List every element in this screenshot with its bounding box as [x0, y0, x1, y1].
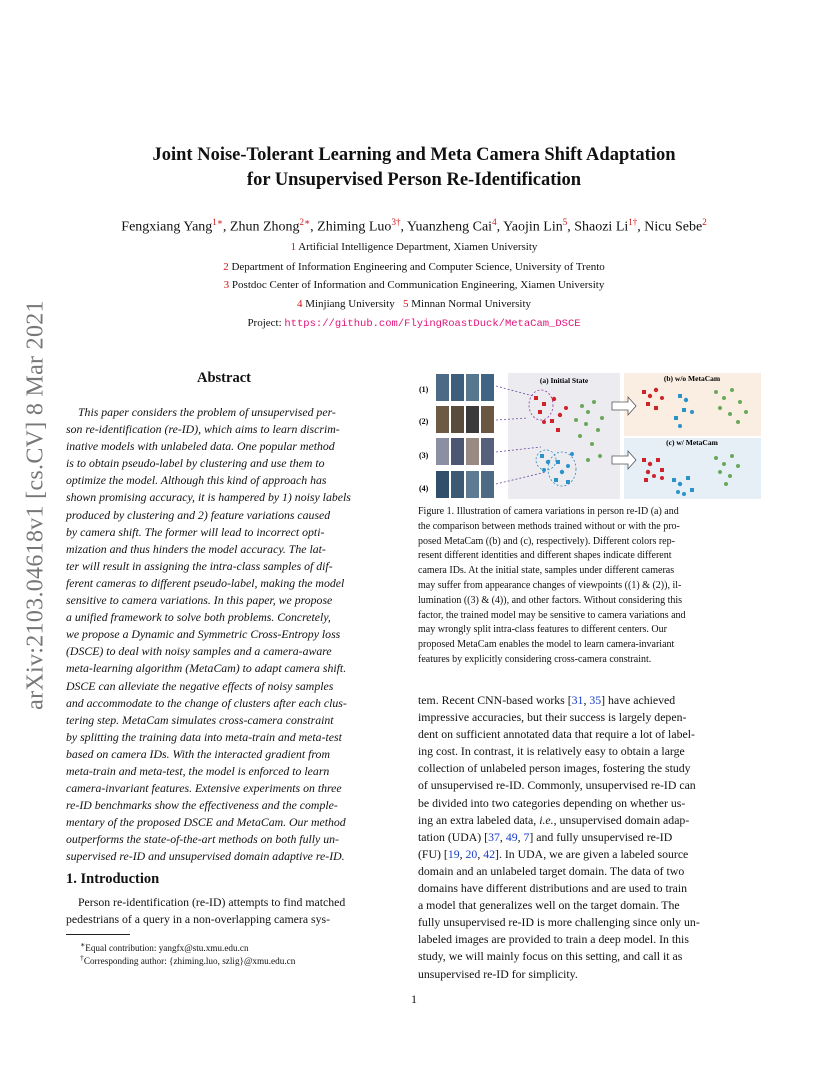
- body-line: tation (UDA) [37, 49, 7] and fully unsupervised re-ID: [418, 829, 673, 844]
- figure-1: [416, 372, 762, 500]
- abstract-line: by splitting the training data into meta-train and meta-test: [66, 729, 342, 744]
- affiliation-2: [0, 261, 828, 273]
- affiliation-number: 3: [223, 279, 230, 291]
- intro-line-2: pedestrians of a query in a non-overlapping camera sys-: [66, 912, 331, 926]
- abstract-line: camera-invariant features. Extensive experiments on three: [66, 781, 342, 796]
- author-sup: 2: [702, 217, 707, 227]
- abstract-line: This paper considers the problem of unsupervised per-: [78, 405, 336, 419]
- panel-c-label: (c) w/ MetaCam: [666, 438, 718, 447]
- author-sup: 1†: [628, 217, 638, 227]
- paper-title-line-1: Joint Noise-Tolerant Learning and Meta Camera Shift Adaptation: [152, 145, 676, 165]
- abstract-line: produced by clustering and 2) feature variations caused: [66, 507, 331, 522]
- abstract-body: [66, 404, 386, 866]
- row-label-3: (3): [419, 451, 429, 460]
- body-line: study, we will mainly focus on this setting, and call it as: [418, 949, 683, 964]
- project-url-link[interactable]: https://github.com/FlyingRoastDuck/MetaCam_DSCE: [284, 318, 581, 330]
- abstract-line: and accommodate to the change of clusters after each clus-: [66, 695, 347, 710]
- caption-line: resent different identities and different shapes indicate different: [418, 550, 672, 562]
- author-sup: 1∗: [212, 217, 223, 227]
- affiliation-1: [0, 241, 828, 253]
- affiliation-number: 1: [290, 241, 297, 253]
- abstract-line: supervised re-ID and unsupervised domain adaptive re-ID.: [66, 849, 345, 864]
- abstract-line: outperforms the state-of-the-art methods on both fully un-: [66, 832, 339, 847]
- panel-a-label: (a) Initial State: [539, 376, 589, 385]
- footnote-text: Equal contribution: yangfx@stu.xmu.edu.cn: [85, 943, 249, 954]
- caption-line: may suffer from appearance changes of viewpoints ((1) & (2)), il-: [418, 579, 682, 591]
- author-name: Zhun Zhong: [229, 219, 300, 235]
- caption-line: lumination ((3) & (4)), and other factors. Without considering this: [418, 594, 683, 606]
- body-line: (FU) [19, 20, 42]. In UDA, we are given a labeled source: [418, 846, 689, 861]
- citation-link[interactable]: 20: [465, 846, 478, 861]
- author-name: Nicu Sebe: [644, 219, 703, 235]
- citation-link[interactable]: 37: [488, 829, 500, 844]
- body-line: domains have different distributions and are used to train: [418, 881, 688, 896]
- abstract-line: mization and thus hinders the model accuracy. The lat-: [66, 541, 326, 556]
- row-label-1: (1): [419, 385, 429, 394]
- abstract-line: by camera shift. The former will lead to incorrect opti-: [66, 524, 325, 539]
- abstract-line: sensitive to camera variations. In this paper, we propose: [66, 593, 333, 608]
- abstract-line: (DSCE) to deal with noisy samples and a camera-aware: [66, 644, 332, 659]
- abstract-heading: Abstract: [197, 370, 251, 386]
- body-line: tem. Recent CNN-based works [31, 35] have achieved: [418, 693, 676, 707]
- page-number: 1: [411, 992, 417, 1006]
- caption-line: Figure 1. Illustration of camera variations in person re-ID (a) and: [418, 506, 679, 517]
- abstract-line: son re-identification (re-ID), which aims to learn discrim-: [66, 422, 340, 437]
- abstract-line: mentary of the proposed DSCE and MetaCam. Our method: [66, 815, 346, 830]
- affiliation-text: Postdoc Center of Information and Communication Engineering, Xiamen University: [231, 279, 605, 291]
- body-line: of unsupervised re-ID. Commonly, unsupervised re-ID can: [418, 778, 696, 793]
- row-label-4: (4): [419, 484, 429, 493]
- body-line: ing cost. In contrast, it is relatively easy to obtain a large: [418, 744, 685, 759]
- abstract-line: meta-train and meta-test, the model is enforced to learn: [66, 763, 330, 778]
- body-line: a model that generalizes well on the target domain. The: [418, 898, 680, 913]
- affiliation-number: 4: [296, 298, 303, 310]
- body-line: collection of unlabeled person images, fostering the study: [418, 761, 691, 776]
- abstract-line: a unified framework to solve both problems. Concretely,: [66, 610, 331, 625]
- author-name: Yaojin Lin: [503, 219, 563, 235]
- affiliation-text: Minjiang University: [305, 298, 395, 310]
- footnote-2: [80, 951, 295, 968]
- citation-link[interactable]: 31: [571, 693, 584, 707]
- author-name: Fengxiang Yang: [121, 219, 213, 235]
- affiliation-number: 2: [223, 261, 229, 273]
- citation-link[interactable]: 35: [589, 693, 602, 707]
- citation-link[interactable]: 7: [523, 829, 530, 844]
- abstract-line: re-ID benchmarks show the effectiveness and the comple-: [66, 798, 338, 813]
- body-line: impressive accuracies, but their success is largely depen-: [418, 710, 687, 725]
- abstract-line: optimize the model. Although this kind of approach has: [66, 473, 327, 488]
- citation-link[interactable]: 49: [505, 829, 518, 844]
- body-line: be divided into two categories depending on whether us-: [418, 795, 686, 810]
- body-line: domain and an unlabeled target domain. The data of two: [418, 863, 685, 878]
- body-line: labeled images are provided to train a deep model. In this: [418, 932, 689, 947]
- abstract-line: DSCE can alleviate the negative effects of noisy samples: [66, 678, 334, 693]
- abstract-line: tering step. MetaCam simulates cross-camera constraint: [66, 712, 334, 727]
- row-label-2: (2): [419, 417, 429, 426]
- abstract-line: based on camera IDs. With the interacted gradient from: [66, 746, 330, 761]
- affiliation-number: 5: [403, 298, 409, 310]
- author-sup: 5: [562, 217, 568, 227]
- abstract-line: is to obtain pseudo-label by clustering and use them to: [66, 456, 325, 471]
- caption-line: features by explicitly considering cross-camera constraint.: [418, 653, 652, 665]
- abstract-line: meta-learning algorithm (MetaCam) to adapt camera shift.: [66, 661, 347, 676]
- abstract-line: we propose a Dynamic and Symmetric Cross-Entropy loss: [66, 627, 341, 642]
- author-sup: 2∗: [299, 217, 311, 227]
- author-name: Shaozi Li: [574, 219, 629, 235]
- figure-1-graphic: [416, 372, 762, 500]
- author-sup: 3†: [391, 217, 401, 227]
- footnote-text: Corresponding author: {zhiming.luo, szlig}@xmu.edu.cn: [83, 956, 296, 967]
- author-list: Fengxiang Yang$^{1∗}$, Zhun Zhong$^{2∗}$, Zhiming Luo$^{3\dagger}$, Yuanzheng Cai$^4$, Yaojin Lin$^5$, Shaozi $Li^{1\dagger}$, Nicu Sebe$^2$: [121, 217, 707, 235]
- caption-line: camera IDs. At the initial state, samples under different cameras: [418, 565, 675, 577]
- citation-link[interactable]: 42: [483, 846, 496, 861]
- affiliation-4-5: [0, 298, 828, 310]
- panel-b-label: (b) w/o MetaCam: [663, 374, 721, 383]
- abstract-line: ferent cameras to different pseudo-label, making the model: [66, 575, 345, 590]
- intro-line-1: Person re-identification (re-ID) attempts to find matched: [78, 895, 346, 909]
- abstract-line: shown promising accuracy, it is hampered by 1) noisy labels: [66, 490, 351, 505]
- abstract-line: ter will result in assigning the intra-class samples of dif-: [66, 558, 333, 573]
- introduction-heading: 1. Introduction: [66, 871, 160, 887]
- author-name: Zhiming Luo: [317, 219, 392, 235]
- caption-line: factor, the trained model may be sensitive to camera variations and: [418, 609, 686, 621]
- footnote-mark: ∗: [80, 940, 86, 949]
- body-line: dent on sufficient annotated data that require a lot of label-: [418, 727, 695, 742]
- figure-1-caption: [418, 505, 764, 668]
- author-name: Yuanzheng Cai: [406, 219, 493, 235]
- body-line: unsupervised re-ID for simplicity.: [418, 966, 578, 981]
- panel-a-background: [508, 373, 620, 499]
- arxiv-identifier-text: arXiv:2103.04618v1 [cs.CV] 8 Mar 2021: [22, 300, 49, 710]
- author-sup: 4: [492, 217, 497, 227]
- project-line: [0, 317, 828, 330]
- project-label: Project:: [247, 317, 282, 329]
- footnote-rule: [66, 934, 130, 935]
- person-thumbnails: [436, 374, 494, 498]
- caption-line: the comparison between methods trained without or with the pro-: [418, 520, 680, 532]
- body-line: ing an extra labeled data, i.e., unsupervised domain adap-: [418, 812, 690, 827]
- affiliation-3: [0, 279, 828, 291]
- paper-title-line-2: for Unsupervised Person Re-Identification: [246, 170, 582, 190]
- footnote-mark: †: [80, 953, 84, 962]
- caption-line: posed MetaCam ((b) and (c), respectively). Different colors rep-: [418, 535, 675, 547]
- caption-line: proposed MetaCam enables the model to learn camera-invariant: [418, 639, 675, 651]
- citation-link[interactable]: 19: [447, 846, 460, 861]
- caption-line: may wrongly split intra-class features to different centers. Our: [418, 624, 667, 636]
- affiliation-text: Minnan Normal University: [411, 298, 532, 310]
- right-column-body: [418, 692, 764, 983]
- affiliation-text: Department of Information Engineering and Computer Science, University of Trento: [231, 261, 605, 273]
- arxiv-identifier: [16, 290, 56, 720]
- affiliation-text: Artificial Intelligence Department, Xiamen University: [298, 241, 538, 253]
- abstract-line: inative models with unlabeled data. One popular method: [66, 439, 335, 454]
- body-line: fully unsupervised re-ID is more challenging since only un-: [418, 915, 700, 930]
